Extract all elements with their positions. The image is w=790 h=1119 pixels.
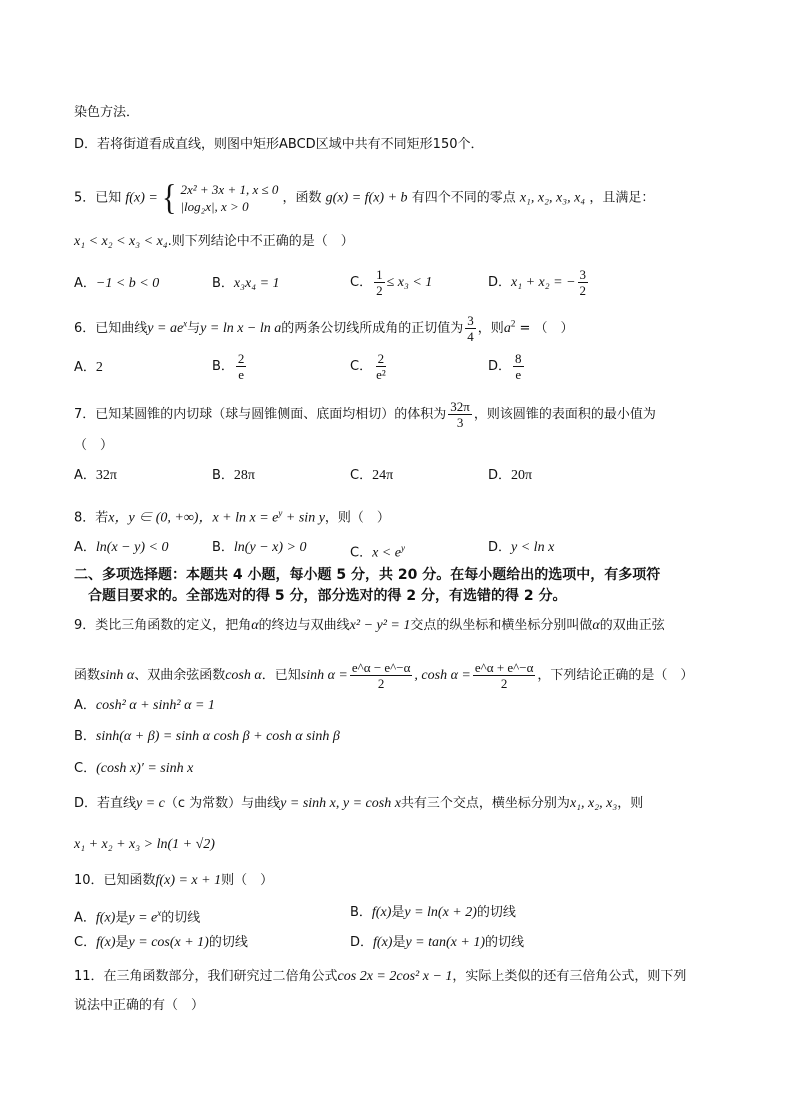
q5-option-b <box>212 275 280 293</box>
q5-option-a <box>74 275 159 293</box>
q8-option-b <box>212 539 306 557</box>
fraction <box>374 267 385 298</box>
q6-curve1-sup: x <box>183 318 188 329</box>
option-content: x₁ + x₂ + x₃ > ln(1 + √2) <box>74 837 215 852</box>
option-content: f(x) <box>95 910 116 926</box>
q8-eq-sup: y <box>278 508 283 518</box>
q8-eq: ，x + ln x = e <box>198 510 279 526</box>
q5-cond: x₁ < x₂ < x₃ < x₄ <box>74 234 168 249</box>
option-label: B． <box>74 729 96 744</box>
q5-stem <box>74 177 655 218</box>
q6-stem <box>74 313 573 344</box>
q5-cases <box>180 181 278 215</box>
option-content: ln(x − y) < 0 <box>95 540 169 555</box>
option-content: ≤ x₃ < 1 <box>386 275 433 290</box>
option-content: −1 < b < 0 <box>95 276 160 291</box>
q5-text2: 有四个不同的零点 <box>411 190 516 206</box>
option-content: sinh(α + β) = sinh α cosh β + cosh α sinh β <box>95 729 340 744</box>
q11-text: 11．在三角函数部分，我们研究过二倍角公式 <box>74 969 338 984</box>
q6-mid: 与 <box>187 321 201 336</box>
q9-text: 9．类比三角函数的定义，把角 <box>74 618 252 633</box>
prev-question-option-d: D．若将街道看成直线，则图中矩形ABCD区域中共有不同矩形150个． <box>74 137 484 152</box>
q9-option-a <box>74 697 215 715</box>
option-content: y = tan(x + 1) <box>405 935 486 950</box>
option-label: A． <box>74 468 96 483</box>
q9-line2 <box>74 660 693 691</box>
option-content: （c 为常数）与曲线 <box>164 796 281 811</box>
q9-alpha: α <box>592 618 600 633</box>
q9-option-c <box>74 760 193 778</box>
option-label: C． <box>74 935 97 950</box>
option-content: 20π <box>511 468 533 483</box>
q6-curve2: y = ln x − ln a <box>200 321 282 336</box>
q9-sinh-def: sinh α = <box>300 668 348 683</box>
fraction-den: 2 <box>376 283 383 298</box>
q6-ask-sup: 2 <box>510 318 516 329</box>
q7-text2: ，则该圆锥的表面积的最小值为 <box>473 407 656 422</box>
q6-curve1: y = ae <box>147 321 184 336</box>
q6-option-b <box>212 351 248 382</box>
option-content: 的切线 <box>485 935 525 950</box>
fraction <box>236 351 247 382</box>
fraction-num: 2 <box>237 351 245 366</box>
q5-case1: 2x² + 3x + 1, x ≤ 0 <box>180 182 279 197</box>
q5-brace: { <box>161 177 177 218</box>
option-label: C． <box>350 545 373 561</box>
q9-option-b <box>74 728 340 746</box>
q9-cosh: cosh α <box>225 668 262 683</box>
q6-option-a <box>74 359 103 377</box>
q5-case2: |log₂x|, x > 0 <box>180 199 249 214</box>
q8-eq2: + sin y <box>282 510 325 526</box>
q9-text: 函数 <box>74 668 101 683</box>
q8-option-d <box>488 539 554 557</box>
q6-num: 6．已知曲线 <box>74 321 148 336</box>
q9-hyperbola: x² − y² = 1 <box>349 618 411 633</box>
q7-option-d <box>488 467 532 485</box>
option-content: 28π <box>233 468 255 483</box>
option-label: C． <box>350 275 373 290</box>
q7-text: 7．已知某圆锥的内切球（球与圆锥侧面、底面均相切）的体积为 <box>74 407 447 422</box>
q5-option-d <box>488 267 590 298</box>
q10-text: 10．已知函数 <box>74 873 156 888</box>
option-label: D． <box>350 935 374 950</box>
option-sup: y <box>400 543 405 553</box>
option-label: D．若直线 <box>74 796 137 811</box>
q9-text: 的终边与双曲线 <box>258 618 350 633</box>
option-content: ，则 <box>617 796 644 811</box>
fraction-den: 2 <box>579 283 587 298</box>
q9-text: 、双曲余弦函数 <box>134 668 226 683</box>
fraction <box>448 399 472 430</box>
q5-option-c <box>350 267 432 298</box>
option-label: D． <box>488 468 512 483</box>
option-content: f(x) <box>371 905 392 920</box>
option-label: A． <box>74 540 96 555</box>
q11-formula: cos 2x = 2cos² x − 1 <box>337 969 453 984</box>
q11-text: ，实际上类似的还有三倍角公式，则下列 <box>452 969 687 984</box>
fraction-num: 3 <box>467 313 474 328</box>
fraction-num: e^α − e^−α <box>351 660 411 675</box>
q5-fx: f(x) = <box>125 190 158 206</box>
fraction-num: e^α + e^−α <box>474 660 534 675</box>
fraction-den: e <box>238 367 245 382</box>
option-content: y = cos(x + 1) <box>128 935 209 950</box>
q8-vars: x，y ∈ (0, +∞) <box>108 510 199 526</box>
q8-option-a <box>74 539 168 557</box>
q7-option-a <box>74 467 117 485</box>
q11-line2: 说法中正确的有（ ） <box>74 998 205 1013</box>
q5-num: 5．已知 <box>74 190 122 206</box>
q7-stem <box>74 399 656 430</box>
q10-option-d <box>350 934 524 952</box>
fraction-num: 3 <box>579 267 587 282</box>
option-content: 共有三个交点，横坐标分别为 <box>400 796 570 811</box>
fraction <box>465 313 476 344</box>
option-content: f(x) <box>373 935 393 950</box>
option-content: (cosh x)′ = sinh x <box>96 761 194 776</box>
q5-vars: x₁, x₂, x₃, x₄ <box>519 190 586 206</box>
option-label: B． <box>212 468 234 483</box>
q11-line1 <box>74 968 686 986</box>
option-label: C． <box>74 761 97 776</box>
q7-option-c <box>350 467 393 485</box>
fraction-den: e² <box>376 367 386 382</box>
option-label: A． <box>74 698 96 713</box>
q9-text: 的双曲正弦 <box>599 618 665 633</box>
q5-text1: ，函数 <box>282 190 322 206</box>
option-content: 的切线 <box>476 905 516 920</box>
option-content: 32π <box>95 468 117 483</box>
q6-text2: ，则 <box>477 321 504 336</box>
q8-text: 8．若 <box>74 510 109 526</box>
option-label: A． <box>74 910 96 926</box>
option-content: 是 <box>391 905 405 920</box>
option-content: 2 <box>95 360 103 375</box>
q9-option-d <box>74 795 643 813</box>
q10-text2: 则（ ） <box>221 873 274 888</box>
q7-paren: （ ） <box>74 438 114 453</box>
q6-ask: a <box>503 321 511 336</box>
q9-text: 交点的纵坐标和横坐标分别叫做 <box>410 618 593 633</box>
q5-condition-line <box>74 233 354 251</box>
fraction <box>578 267 589 298</box>
option-content: y < ln x <box>511 540 555 555</box>
q6-option-d <box>488 351 526 382</box>
fraction-num: 2 <box>377 351 385 366</box>
option-content: y = sinh x, y = cosh x <box>280 796 401 811</box>
fraction-num: 1 <box>376 267 383 282</box>
option-content: x < e <box>372 545 401 561</box>
fraction-den: 2 <box>500 676 508 691</box>
option-content: f(x) <box>96 935 116 950</box>
option-content: y = ln(x + 2) <box>404 905 477 920</box>
q6-text3: = （ ） <box>515 321 574 336</box>
option-label: D． <box>488 540 512 555</box>
section2-heading-line2: 合题目要求的。全部选对的得 5 分，部分选对的得 2 分，有选错的得 2 分。 <box>88 588 567 604</box>
q6-text: 的两条公切线所成角的正切值为 <box>281 321 464 336</box>
q9-text: ．已知 <box>261 668 301 683</box>
q8-text2: ，则（ ） <box>324 510 390 526</box>
fraction <box>350 660 413 691</box>
option-content: 的切线 <box>208 935 248 950</box>
option-label: C． <box>350 468 373 483</box>
section2-heading-line1: 二、多项选择题：本题共 4 小题，每小题 5 分，共 20 分。在每小题给出的选项中，有多项符 <box>74 567 661 583</box>
fraction-den: 4 <box>467 329 474 344</box>
option-sup: x <box>157 908 162 918</box>
option-content: ln(y − x) > 0 <box>233 540 307 555</box>
q9-sinh: sinh α <box>100 668 135 683</box>
fraction <box>374 351 388 382</box>
option-content: x₃x₄ = 1 <box>233 276 280 291</box>
q9-alpha: α <box>251 618 259 633</box>
option-content: x₁ + x₂ = − <box>511 275 576 290</box>
option-content: x₁, x₂, x₃ <box>569 796 618 811</box>
q10-option-b <box>350 904 516 922</box>
option-label: B． <box>212 540 234 555</box>
q6-option-c <box>350 351 390 382</box>
option-content: y = e <box>128 910 158 926</box>
option-content: 24π <box>372 468 394 483</box>
q8-option-c <box>350 539 405 562</box>
option-label: D． <box>488 359 512 374</box>
q10-stem <box>74 872 273 890</box>
q10-f: f(x) = x + 1 <box>155 873 222 888</box>
q8-stem <box>74 504 390 527</box>
q5-gx: g(x) = f(x) + b <box>325 190 408 206</box>
fraction <box>473 660 536 691</box>
option-content: 的切线 <box>161 910 201 926</box>
q7-option-b <box>212 467 255 485</box>
prev-question-tail: 染色方法． <box>74 105 140 120</box>
option-content: 是 <box>115 935 129 950</box>
fraction-den: 2 <box>377 676 385 691</box>
fraction-num: 32π <box>450 399 470 414</box>
option-label: A． <box>74 360 96 375</box>
q10-option-c <box>74 934 248 952</box>
fraction-num: 8 <box>515 351 522 366</box>
q9-line1 <box>74 617 665 635</box>
option-label: D． <box>488 275 512 290</box>
q9-cosh-def: , cosh α = <box>414 668 471 683</box>
option-content: y = c <box>136 796 165 811</box>
option-content: cosh² α + sinh² α = 1 <box>95 698 215 713</box>
q5-text4: .则下列结论中不正确的是（ ） <box>167 234 354 249</box>
option-label: B． <box>350 905 372 920</box>
option-label: B． <box>212 276 234 291</box>
fraction <box>513 351 524 382</box>
q9-option-d-cont <box>74 836 215 854</box>
option-label: B． <box>212 359 234 374</box>
q5-text3: ，且满足： <box>589 190 655 206</box>
fraction-den: e <box>515 367 522 382</box>
option-label: A． <box>74 276 96 291</box>
option-content: 是 <box>115 910 129 926</box>
q10-option-a <box>74 904 200 927</box>
option-content: 是 <box>392 935 406 950</box>
option-label: C． <box>350 359 373 374</box>
q9-text: ，下列结论正确的是（ ） <box>537 668 694 683</box>
fraction-den: 3 <box>456 415 464 430</box>
